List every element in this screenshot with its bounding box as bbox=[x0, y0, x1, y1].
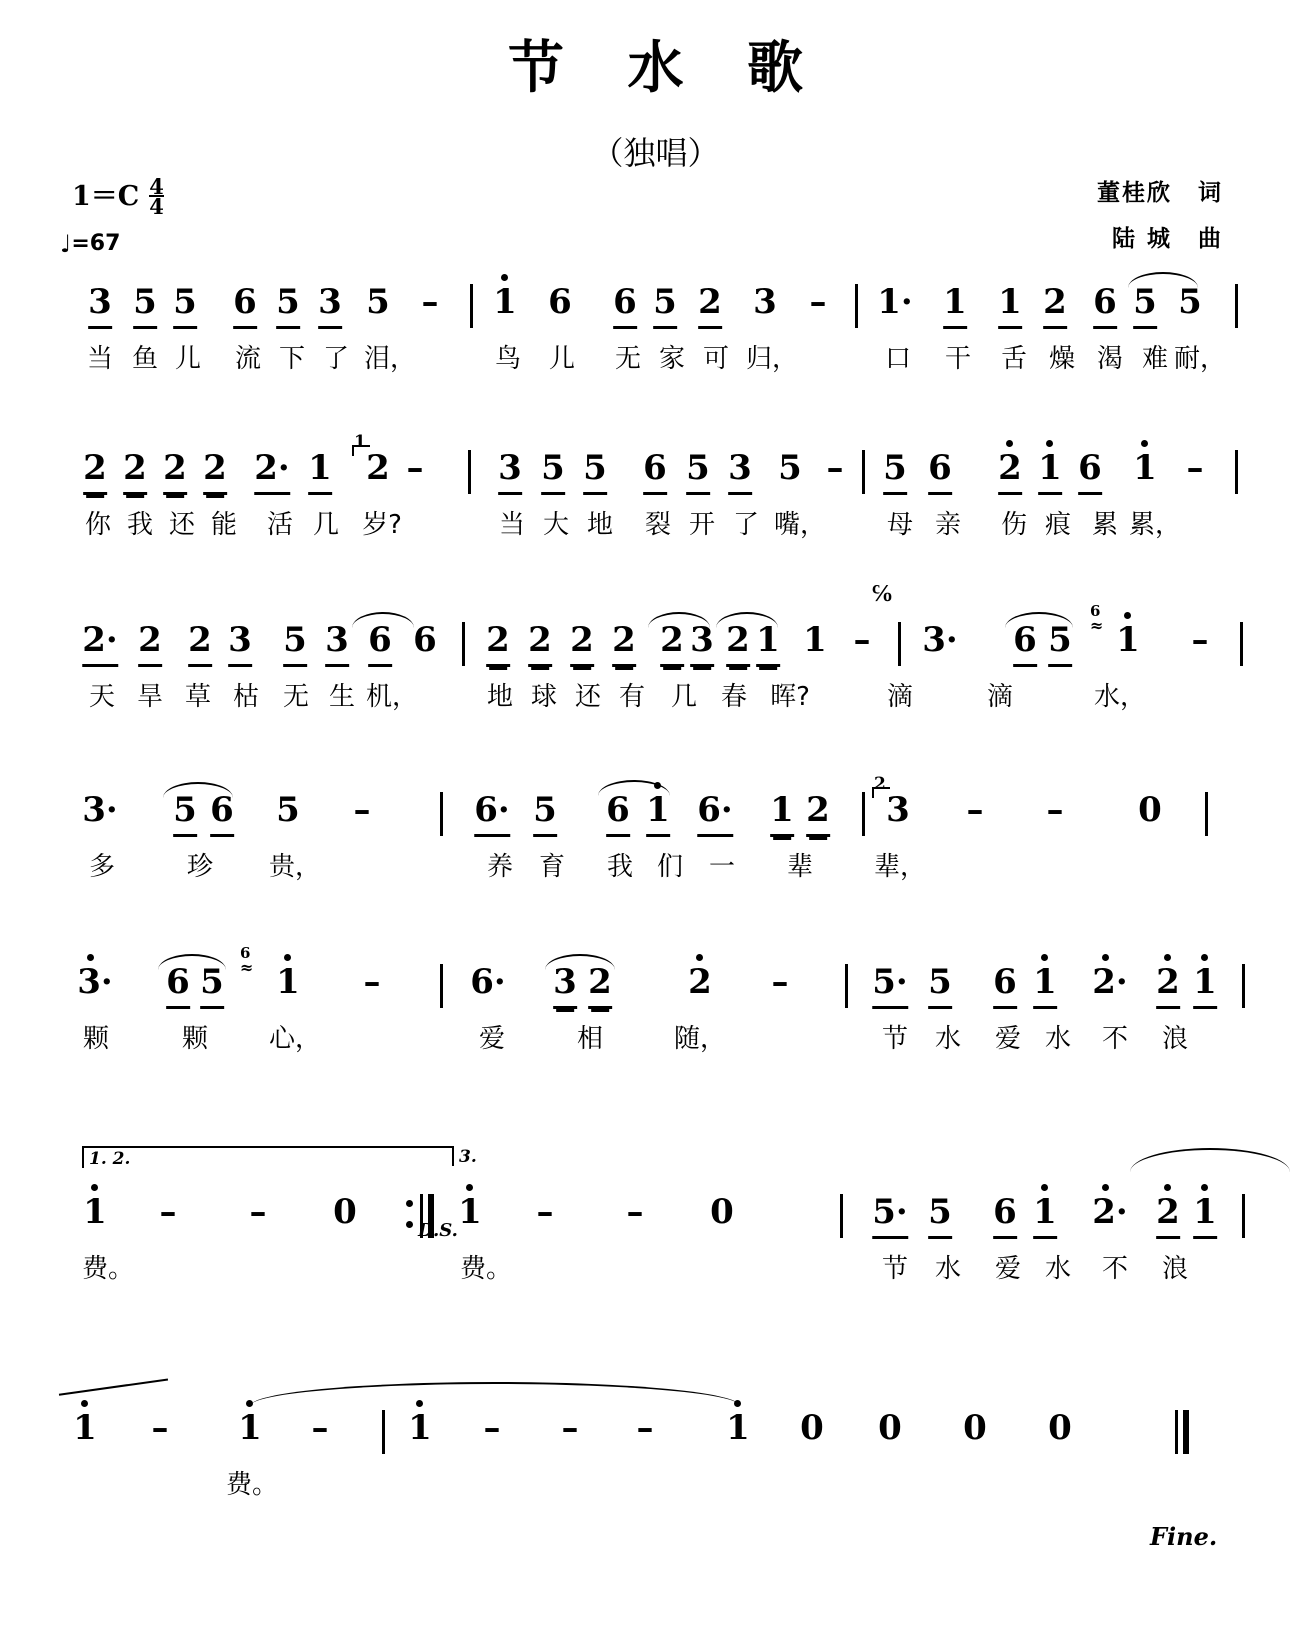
lyricist-role: 词 bbox=[1198, 180, 1221, 206]
lyric: 们 bbox=[656, 852, 684, 882]
lyric: 机， bbox=[365, 682, 419, 712]
note: – bbox=[159, 1192, 177, 1232]
system-2 bbox=[0, 432, 1311, 552]
note: 0 bbox=[963, 1408, 987, 1448]
note: 2 bbox=[588, 962, 612, 1009]
lyric: 了 bbox=[322, 344, 350, 374]
note: 6 bbox=[210, 790, 234, 837]
lyric: 有 bbox=[618, 682, 646, 712]
ending-bracket-1-2: 1. 2. bbox=[82, 1146, 454, 1168]
lyric: 大 bbox=[542, 510, 570, 540]
note: 5· bbox=[872, 962, 908, 1009]
lyric: 随， bbox=[673, 1024, 727, 1054]
note: – bbox=[311, 1408, 329, 1448]
note: 6 bbox=[548, 282, 572, 322]
ending-bracket-3: 3. bbox=[452, 1146, 1254, 1166]
lyric: 枯 bbox=[232, 682, 260, 712]
lyric: 口 bbox=[884, 344, 912, 374]
note: 1 bbox=[73, 1408, 97, 1448]
note: 2 bbox=[660, 620, 684, 667]
lyric: 滴 bbox=[986, 682, 1014, 712]
note: 5 bbox=[366, 282, 390, 322]
time-signature-denominator: 4 bbox=[149, 194, 164, 219]
lyric: 无 bbox=[614, 344, 642, 374]
lyric: 泪， bbox=[363, 344, 417, 374]
note: 2 bbox=[1156, 962, 1180, 1009]
lyric: 活 bbox=[266, 510, 294, 540]
note: 1 bbox=[756, 620, 780, 667]
system-6-notes bbox=[0, 1192, 1311, 1248]
system-1 bbox=[0, 282, 1311, 386]
note: – bbox=[536, 1192, 554, 1232]
note: 2 bbox=[570, 620, 594, 667]
note: 1 bbox=[726, 1408, 750, 1448]
note: 1 bbox=[493, 282, 517, 322]
note: 2 bbox=[1156, 1192, 1180, 1239]
note: 1 bbox=[276, 962, 300, 1002]
note: 1 bbox=[998, 282, 1022, 329]
lyric: 节 bbox=[881, 1024, 909, 1054]
note: 3 bbox=[553, 962, 577, 1009]
note: 5 bbox=[1133, 282, 1157, 329]
note: 5 bbox=[133, 282, 157, 329]
key-signature bbox=[72, 174, 164, 219]
lyric: 耐， bbox=[1173, 344, 1227, 374]
lyric: 不 bbox=[1101, 1024, 1129, 1054]
credit-composer bbox=[1097, 216, 1221, 262]
system-3-notes bbox=[0, 578, 1311, 676]
lyric: 费。 bbox=[459, 1254, 513, 1284]
note: 3· bbox=[82, 790, 118, 830]
lyric: 爱 bbox=[994, 1254, 1022, 1284]
note: 6 bbox=[993, 1192, 1017, 1239]
note: 2 bbox=[83, 448, 107, 495]
lyric: 水 bbox=[934, 1024, 962, 1054]
note: 3 bbox=[88, 282, 112, 329]
lyric: 开 bbox=[688, 510, 716, 540]
lyric: 能 bbox=[210, 510, 238, 540]
note: – bbox=[1191, 620, 1209, 660]
lyric: 还 bbox=[168, 510, 196, 540]
lyric: 裂 bbox=[644, 510, 672, 540]
note: 6· bbox=[474, 790, 510, 837]
system-7 bbox=[0, 1390, 1311, 1551]
lyric: 燥 bbox=[1048, 344, 1076, 374]
note: 3 bbox=[728, 448, 752, 495]
note: – bbox=[353, 790, 371, 830]
lyric: 母 bbox=[886, 510, 914, 540]
note: 0 bbox=[878, 1408, 902, 1448]
note: – bbox=[406, 448, 424, 488]
lyric: 几 bbox=[670, 682, 698, 712]
system-7-notes bbox=[0, 1408, 1311, 1464]
system-1-lyrics bbox=[0, 338, 1311, 386]
lyric: 颗 bbox=[82, 1024, 110, 1054]
fine-mark: Fine. bbox=[1150, 1522, 1218, 1551]
lyric: 无 bbox=[282, 682, 310, 712]
note: 5 bbox=[541, 448, 565, 495]
system-4 bbox=[0, 774, 1311, 894]
lyric: 痕 bbox=[1044, 510, 1072, 540]
grace-mark: 6 ≈ bbox=[1090, 602, 1104, 635]
note: 5 bbox=[778, 448, 802, 488]
note: – bbox=[636, 1408, 654, 1448]
lyric: 归， bbox=[745, 344, 799, 374]
note: 2 bbox=[203, 448, 227, 495]
system-4-lyrics bbox=[0, 846, 1311, 894]
note: – bbox=[809, 282, 827, 322]
note: 5 bbox=[583, 448, 607, 495]
lyric: 水 bbox=[1044, 1254, 1072, 1284]
note: 1 bbox=[1033, 962, 1057, 1009]
system-1-notes bbox=[0, 282, 1311, 338]
note: 0 bbox=[1048, 1408, 1072, 1448]
note: 2· bbox=[1092, 962, 1128, 1002]
note: 1 bbox=[1116, 620, 1140, 660]
lyric: 浪 bbox=[1161, 1024, 1189, 1054]
system-2-lyrics bbox=[0, 504, 1311, 552]
note: 0 bbox=[800, 1408, 824, 1448]
credits bbox=[1097, 170, 1221, 262]
note: 2 bbox=[188, 620, 212, 667]
lyric: 多 bbox=[88, 852, 116, 882]
note: – bbox=[421, 282, 439, 322]
note: – bbox=[826, 448, 844, 488]
note: 1 bbox=[1033, 1192, 1057, 1239]
note: 3· bbox=[77, 962, 113, 1002]
note: 5 bbox=[283, 620, 307, 667]
note: 5 bbox=[1178, 282, 1202, 322]
lyric: 贵， bbox=[268, 852, 322, 882]
note: 1· bbox=[877, 282, 913, 322]
tempo-value: =67 bbox=[71, 231, 121, 256]
note: 5 bbox=[533, 790, 557, 837]
lyric: 亲 bbox=[934, 510, 962, 540]
note: 5 bbox=[928, 1192, 952, 1239]
system-7-lyrics bbox=[0, 1464, 1311, 1551]
lyric: 辈， bbox=[873, 852, 927, 882]
note: 1 bbox=[238, 1408, 262, 1448]
lyric: 球 bbox=[530, 682, 558, 712]
lyric: 爱 bbox=[478, 1024, 506, 1054]
lyric: 累， bbox=[1128, 510, 1182, 540]
note: 1 bbox=[1193, 962, 1217, 1009]
lyric: 我 bbox=[606, 852, 634, 882]
lyric: 累 bbox=[1091, 510, 1119, 540]
composer-name: 陆 城 bbox=[1111, 226, 1172, 252]
note: 5· bbox=[872, 1192, 908, 1239]
note: 6 bbox=[413, 620, 437, 660]
note: 3 bbox=[325, 620, 349, 667]
note: – bbox=[1186, 448, 1204, 488]
system-6-lyrics bbox=[0, 1220, 1311, 1296]
note: 2 bbox=[366, 448, 390, 488]
lyric: 了 bbox=[732, 510, 760, 540]
note: 2 bbox=[1043, 282, 1067, 329]
note: 6· bbox=[697, 790, 733, 837]
note: 1 bbox=[803, 620, 827, 660]
note: 5 bbox=[928, 962, 952, 1009]
note: 6 bbox=[993, 962, 1017, 1009]
note: 6 bbox=[1078, 448, 1102, 495]
lyric: 下 bbox=[278, 344, 306, 374]
composer-role: 曲 bbox=[1198, 226, 1221, 252]
lyric: 爱 bbox=[994, 1024, 1022, 1054]
lyric: 流 bbox=[234, 344, 262, 374]
lyric: 家 bbox=[658, 344, 686, 374]
note: 2 bbox=[698, 282, 722, 329]
lyric: 珍 bbox=[186, 852, 214, 882]
note: 6 bbox=[368, 620, 392, 667]
note: 3 bbox=[753, 282, 777, 322]
lyric: 儿 bbox=[174, 344, 202, 374]
lyric: 地 bbox=[486, 682, 514, 712]
subtitle: （独唱） bbox=[591, 134, 720, 172]
lyric: 干 bbox=[944, 344, 972, 374]
note: 2 bbox=[612, 620, 636, 667]
system-5 bbox=[0, 944, 1311, 1066]
ds-mark: D.S. bbox=[418, 1220, 458, 1241]
lyric: 难 bbox=[1141, 344, 1169, 374]
note: 1 bbox=[308, 448, 332, 495]
note: 5 bbox=[173, 790, 197, 837]
note: 1 bbox=[83, 1192, 107, 1232]
note: 5 bbox=[200, 962, 224, 1009]
note: 1 bbox=[943, 282, 967, 329]
grace-mark: 6 ≈ bbox=[240, 944, 254, 977]
system-2-notes: 2 2 2 2 2· 1 1 2 – 3 5 5 6 5 3 5 – 5 6 2 1 6 1 – bbox=[0, 448, 1311, 504]
note: 2· bbox=[1092, 1192, 1128, 1232]
note: 3 bbox=[318, 282, 342, 329]
note: 5 bbox=[883, 448, 907, 495]
note: 6 bbox=[928, 448, 952, 495]
note: 5 bbox=[276, 282, 300, 329]
note: – bbox=[771, 962, 789, 1002]
note: 2 bbox=[726, 620, 750, 667]
note: – bbox=[561, 1408, 579, 1448]
lyric: 水， bbox=[1093, 682, 1147, 712]
lyric: 不 bbox=[1101, 1254, 1129, 1284]
note: 1 bbox=[1193, 1192, 1217, 1239]
note: – bbox=[363, 962, 381, 1002]
note: – bbox=[483, 1408, 501, 1448]
lyric: 伤 bbox=[1000, 510, 1028, 540]
note: 2 bbox=[123, 448, 147, 495]
tempo-marking bbox=[60, 228, 120, 256]
lyric: 相 bbox=[576, 1024, 604, 1054]
lyric: 儿 bbox=[548, 344, 576, 374]
note: – bbox=[853, 620, 871, 660]
lyric: 费。 bbox=[81, 1254, 135, 1284]
note: 3 bbox=[690, 620, 714, 667]
lyric: 地 bbox=[586, 510, 614, 540]
note: 3 bbox=[886, 790, 910, 830]
note: 5 bbox=[1048, 620, 1072, 667]
page-title: 节 水 歌 bbox=[508, 36, 825, 101]
note: 5 bbox=[653, 282, 677, 329]
lyric: 辈 bbox=[786, 852, 814, 882]
lyric: 颗 bbox=[181, 1024, 209, 1054]
system-4-notes: 3· 5 6 5 – 6· 5 6 1 6· 1 2 2 3 – – 0 bbox=[0, 790, 1311, 846]
note: 2 bbox=[486, 620, 510, 667]
lyric: 当 bbox=[498, 510, 526, 540]
note: 1 bbox=[1133, 448, 1157, 488]
lyric: 鱼 bbox=[131, 344, 159, 374]
lyric: 育 bbox=[538, 852, 566, 882]
time-signature-numerator: 4 bbox=[149, 174, 164, 199]
lyric: 我 bbox=[126, 510, 154, 540]
lyric: 你 bbox=[84, 510, 112, 540]
note: 2 bbox=[528, 620, 552, 667]
note: 2 bbox=[998, 448, 1022, 495]
note: 1 bbox=[646, 790, 670, 837]
lyric: 费。 bbox=[225, 1470, 279, 1500]
note: 1 bbox=[1038, 448, 1062, 495]
note: 2 bbox=[688, 962, 712, 1002]
note: 3 bbox=[498, 448, 522, 495]
lyric: 鸟 bbox=[494, 344, 522, 374]
lyric: 春 bbox=[720, 682, 748, 712]
lyric: 水 bbox=[1044, 1024, 1072, 1054]
lyric: 几 bbox=[312, 510, 340, 540]
system-3 bbox=[0, 578, 1311, 724]
note: 6 bbox=[1013, 620, 1037, 667]
note: 6 bbox=[606, 790, 630, 837]
note: 3· bbox=[922, 620, 958, 660]
lyric: 草 bbox=[184, 682, 212, 712]
note: 5 bbox=[276, 790, 300, 830]
system-5-lyrics bbox=[0, 1018, 1311, 1066]
lyric: 渴 bbox=[1096, 344, 1124, 374]
note: 5 bbox=[686, 448, 710, 495]
note: 6 bbox=[643, 448, 667, 495]
lyric: 当 bbox=[86, 344, 114, 374]
note: 0 bbox=[710, 1192, 734, 1232]
lyric: 可 bbox=[702, 344, 730, 374]
note: 0 bbox=[333, 1192, 357, 1232]
segno-mark: ℅ bbox=[872, 578, 892, 607]
key-signature-text: 1＝C bbox=[72, 181, 140, 212]
lyric: 天 bbox=[88, 682, 116, 712]
lyric: 养 bbox=[486, 852, 514, 882]
lyric: 心， bbox=[268, 1024, 322, 1054]
lyric: 生 bbox=[328, 682, 356, 712]
lyric: 舌 bbox=[1000, 344, 1028, 374]
lyric: 水 bbox=[934, 1254, 962, 1284]
note: 6 bbox=[1093, 282, 1117, 329]
note: 2 bbox=[163, 448, 187, 495]
system-5-notes bbox=[0, 944, 1311, 1018]
note: 2· bbox=[82, 620, 118, 667]
note: 6· bbox=[470, 962, 506, 1002]
lyric: 滴 bbox=[886, 682, 914, 712]
note: 5 bbox=[173, 282, 197, 329]
note: – bbox=[249, 1192, 267, 1232]
time-signature bbox=[149, 174, 164, 219]
note: 3 bbox=[228, 620, 252, 667]
note: 2 bbox=[138, 620, 162, 667]
lyric: 旱 bbox=[136, 682, 164, 712]
note: – bbox=[626, 1192, 644, 1232]
note: 0 bbox=[1138, 790, 1162, 830]
note: 1 bbox=[408, 1408, 432, 1448]
note: 1 bbox=[458, 1192, 482, 1232]
system-3-lyrics bbox=[0, 676, 1311, 724]
lyric: 嘴， bbox=[773, 510, 827, 540]
note: – bbox=[966, 790, 984, 830]
system-6 bbox=[0, 1147, 1311, 1296]
lyricist-name: 董桂欣 bbox=[1097, 180, 1172, 206]
tempo-note-icon: ♩ bbox=[60, 230, 72, 258]
credit-lyricist bbox=[1097, 170, 1221, 216]
lyric: 晖? bbox=[770, 682, 810, 712]
lyric: 岁? bbox=[362, 510, 402, 540]
note: 6 bbox=[613, 282, 637, 329]
note: 6 bbox=[166, 962, 190, 1009]
note: 2 bbox=[806, 790, 830, 837]
note: 6 bbox=[233, 282, 257, 329]
lyric: 一 bbox=[708, 852, 736, 882]
note: 2· bbox=[254, 448, 290, 495]
note: 1 bbox=[770, 790, 794, 837]
note: – bbox=[151, 1408, 169, 1448]
note: – bbox=[1046, 790, 1064, 830]
lyric: 还 bbox=[574, 682, 602, 712]
lyric: 节 bbox=[881, 1254, 909, 1284]
lyric: 浪 bbox=[1161, 1254, 1189, 1284]
